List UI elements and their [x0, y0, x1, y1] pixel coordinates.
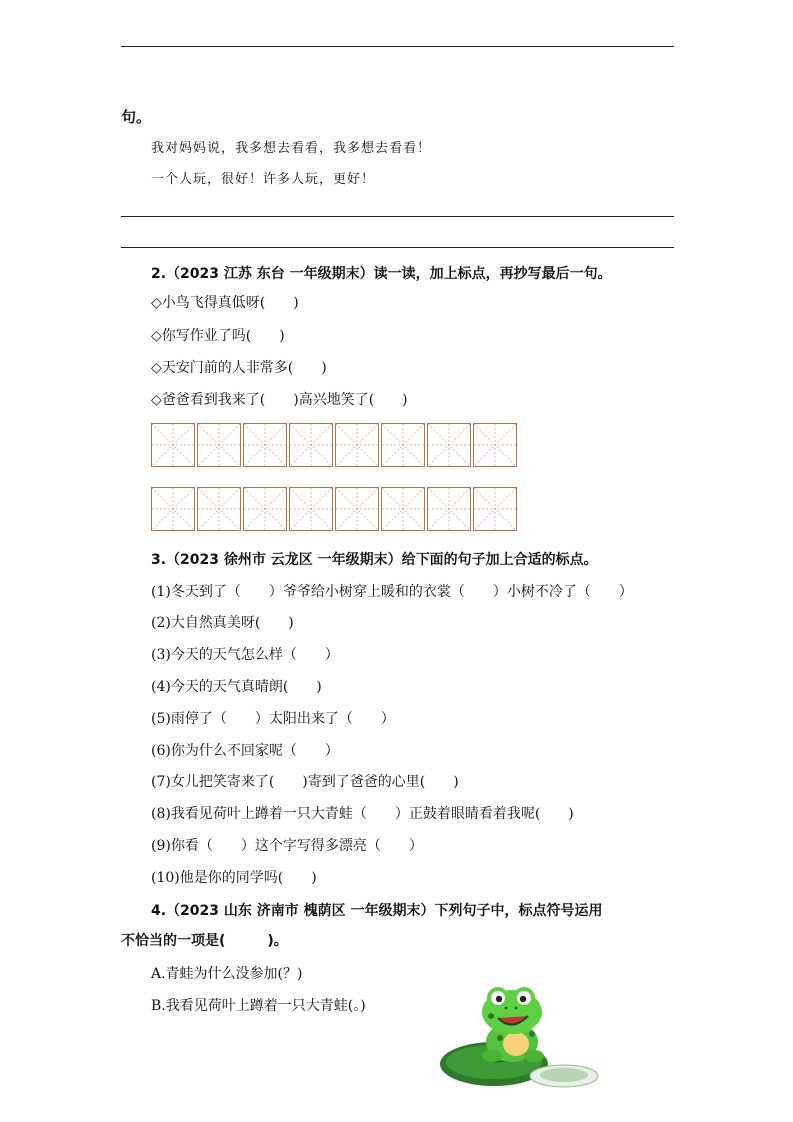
q3-item-1: (1)冬天到了（ ）爷爷给小树穿上暖和的衣裳（ ）小树不冷了（ ）	[151, 584, 633, 600]
writing-cell[interactable]	[151, 423, 195, 467]
writing-cell[interactable]	[381, 423, 425, 467]
writing-grid-row-1[interactable]	[151, 423, 519, 467]
writing-cell[interactable]	[289, 487, 333, 531]
q2-item-4: ◇爸爸看到我来了( )高兴地笑了( )	[151, 392, 408, 408]
q4-option-b: B.我看见荷叶上蹲着一只大青蛙(。)	[151, 998, 366, 1014]
q2-item-3: ◇天安门前的人非常多( )	[151, 360, 327, 376]
writing-cell[interactable]	[335, 487, 379, 531]
writing-cell[interactable]	[381, 487, 425, 531]
q3-title: 3.（2023 徐州市 云龙区 一年级期末）给下面的句子加上合适的标点。	[151, 552, 598, 568]
q2-title: 2.（2023 江苏 东台 一年级期末）读一读，加上标点，再抄写最后一句。	[151, 266, 612, 282]
q4-title-line-2: 不恰当的一项是( )。	[121, 933, 288, 949]
continuation-text: 句。	[121, 108, 152, 126]
q2-item-1: ◇小鸟飞得真低呀( )	[151, 295, 299, 311]
q3-item-6: (6)你为什么不回家呢（ ）	[151, 743, 339, 759]
q3-item-2: (2)大自然真美呀( )	[151, 615, 294, 631]
q3-item-8: (8)我看见荷叶上蹲着一只大青蛙（ ）正鼓着眼睛看着我呢( )	[151, 806, 574, 822]
q3-item-5: (5)雨停了（ ）太阳出来了（ ）	[151, 711, 395, 727]
frog-illustration	[436, 982, 602, 1090]
writing-grid-row-2[interactable]	[151, 487, 519, 531]
writing-cell[interactable]	[427, 423, 471, 467]
q2-item-2: ◇你写作业了吗( )	[151, 328, 285, 344]
q3-item-7: (7)女儿把笑寄来了( )寄到了爸爸的心里( )	[151, 774, 459, 790]
answer-rule-2	[121, 247, 674, 248]
writing-cell[interactable]	[197, 423, 241, 467]
poem-line-2: 一个人玩，很好！许多人玩，更好！	[151, 172, 376, 187]
writing-cell[interactable]	[427, 487, 471, 531]
q4-option-a: A.青蛙为什么没参加(？)	[151, 966, 303, 982]
q3-item-4: (4)今天的天气真晴朗( )	[151, 679, 322, 695]
writing-cell[interactable]	[289, 423, 333, 467]
poem-line-1: 我对妈妈说，我多想去看看，我多想去看看！	[151, 141, 432, 156]
q3-item-3: (3)今天的天气怎么样（ ）	[151, 647, 339, 663]
writing-cell[interactable]	[473, 423, 517, 467]
writing-cell[interactable]	[335, 423, 379, 467]
answer-rule-1	[121, 216, 674, 217]
q4-title-line-1: 4.（2023 山东 济南市 槐荫区 一年级期末）下列句子中，标点符号运用	[151, 903, 603, 919]
writing-cell[interactable]	[243, 487, 287, 531]
writing-cell[interactable]	[197, 487, 241, 531]
top-rule	[121, 46, 674, 47]
writing-cell[interactable]	[473, 487, 517, 531]
writing-cell[interactable]	[151, 487, 195, 531]
frog-on-lilypad-icon	[436, 982, 602, 1090]
q3-item-10: (10)他是你的同学吗( )	[151, 870, 317, 886]
writing-cell[interactable]	[243, 423, 287, 467]
q3-item-9: (9)你看（ ）这个字写得多漂亮（ ）	[151, 838, 423, 854]
